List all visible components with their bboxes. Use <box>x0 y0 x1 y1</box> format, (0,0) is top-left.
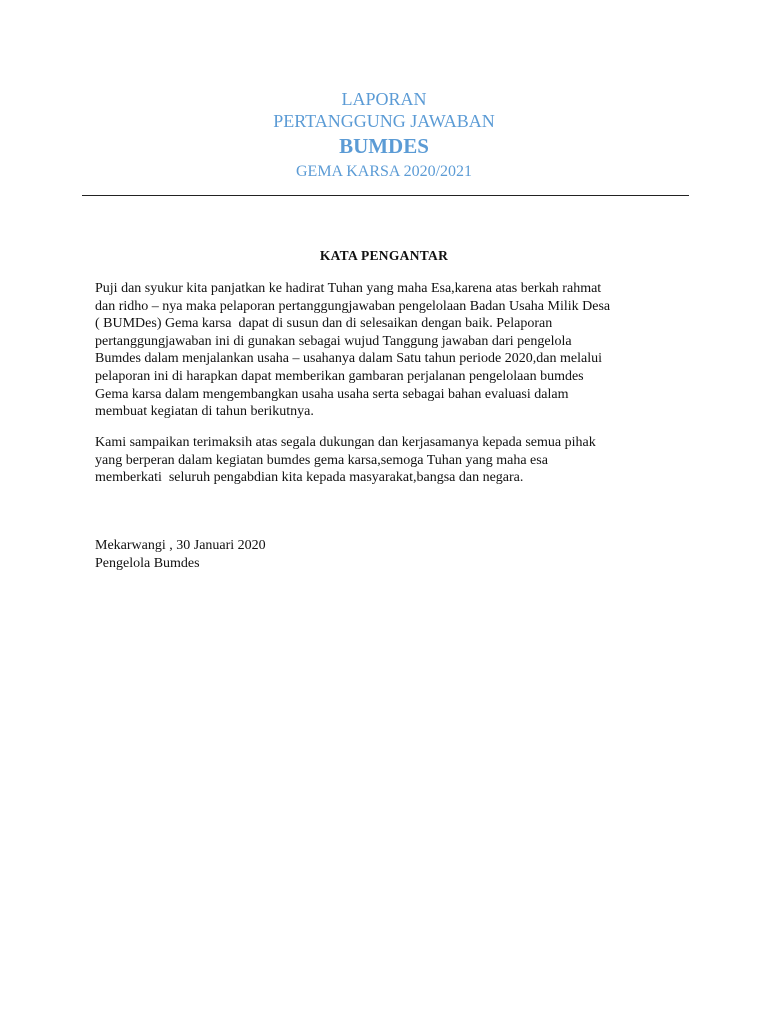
report-title-line3: BUMDES <box>339 134 429 158</box>
paragraph-line: ( BUMDes) Gema karsa dapat di susun dan di selesaikan dengan baik. Pelaporan <box>95 316 553 332</box>
paragraph-2 <box>95 434 685 487</box>
report-title-line2: PERTANGGUNG JAWABAN <box>273 111 495 131</box>
paragraph-line: Gema karsa dalam mengembangkan usaha usaha serta sebagai bahan evaluasi dalam <box>95 386 569 402</box>
signatory: Pengelola Bumdes <box>95 555 200 571</box>
paragraph-line: yang berperan dalam kegiatan bumdes gema karsa,semoga Tuhan yang maha esa <box>95 452 548 468</box>
place-date: Mekarwangi , 30 Januari 2020 <box>95 538 266 553</box>
header-divider <box>82 195 689 196</box>
report-title-line1: LAPORAN <box>341 89 427 109</box>
paragraph-line: pelaporan ini di harapkan dapat memberikan gambaran perjalanan pengelolaan bumdes <box>95 368 584 384</box>
paragraph-line: Puji dan syukur kita panjatkan ke hadirat Tuhan yang maha Esa,karena atas berkah rahmat <box>95 281 602 296</box>
report-title-line4: GEMA KARSA 2020/2021 <box>295 163 473 180</box>
paragraph-line: membuat kegiatan di tahun berikutnya. <box>95 404 314 420</box>
paragraph-line: Bumdes dalam menjalankan usaha – usahanya dalam Satu tahun periode 2020,dan melalui <box>95 351 602 367</box>
section-title: KATA PENGANTAR <box>319 248 449 263</box>
paragraph-line: pertanggungjawaban ini di gunakan sebagai wujud Tanggung jawaban dari pengelola <box>95 333 572 349</box>
paragraph-line: dan ridho – nya maka pelaporan pertanggungjawaban pengelolaan Badan Usaha Milik Desa <box>95 298 611 314</box>
paragraph-1 <box>95 280 685 421</box>
paragraph-line: Kami sampaikan terimaksih atas segala dukungan dan kerjasamanya kepada semua pihak <box>95 435 596 450</box>
paragraph-line: memberkati seluruh pengabdian kita kepada masyarakat,bangsa dan negara. <box>95 470 524 486</box>
report-header <box>0 88 768 184</box>
closing-block <box>95 537 685 572</box>
